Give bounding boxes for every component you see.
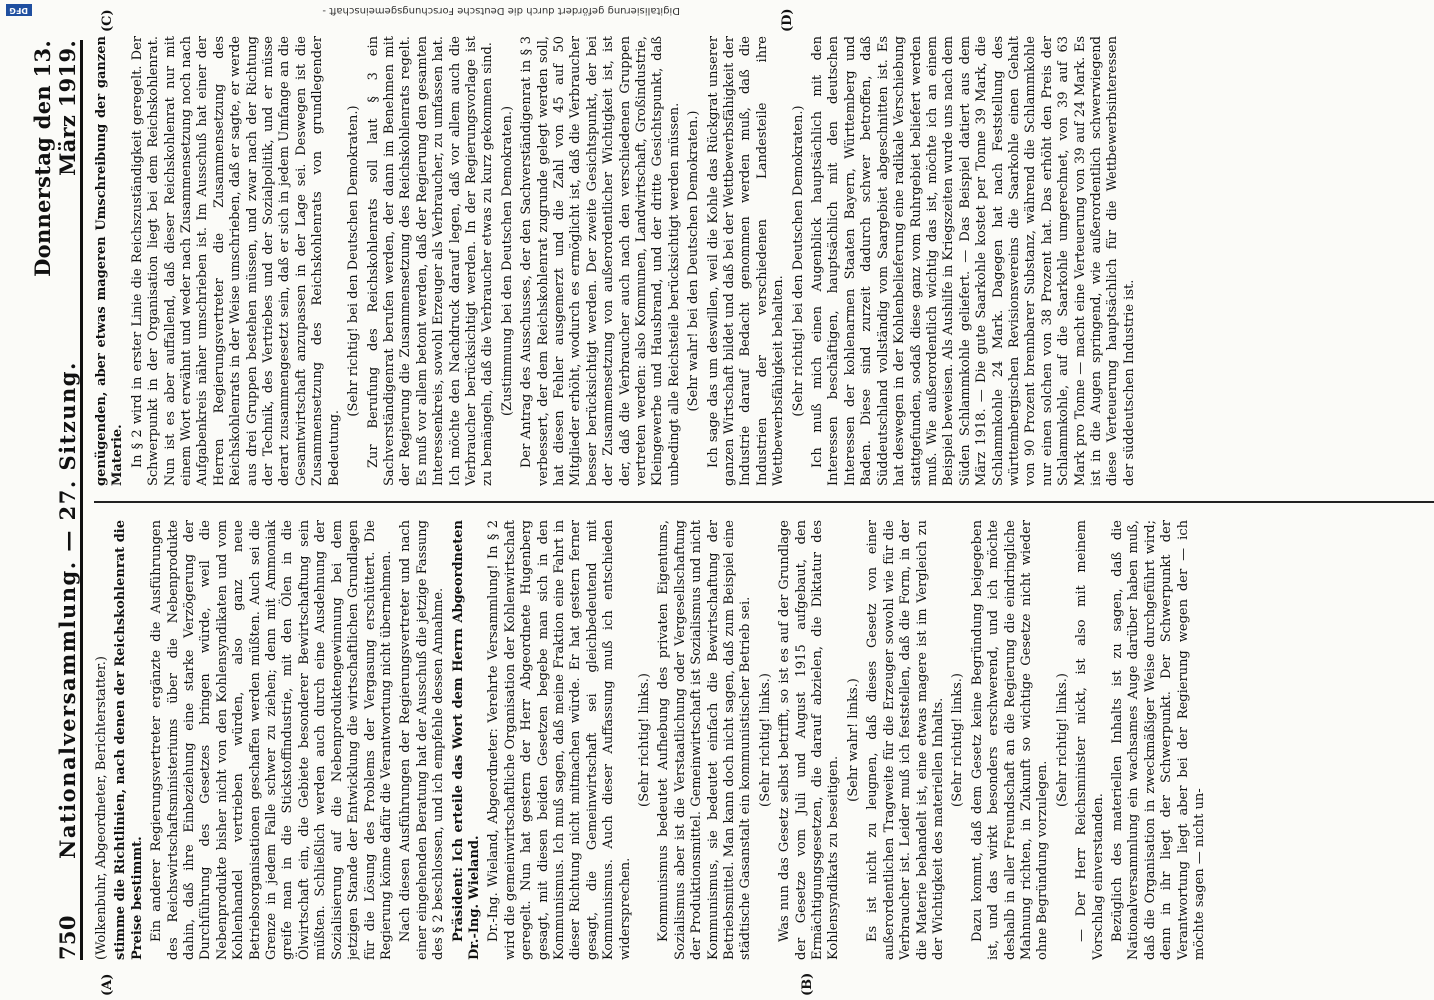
digitization-credit: Digitalisierung gefördert durch die Deutsche Forschungsgemeinschaft - — [322, 5, 680, 16]
margin-marker-b: (B) — [800, 972, 815, 996]
session-title: Nationalversammlung. — 27. Sitzung. — [55, 361, 80, 859]
column-divider — [94, 501, 1434, 503]
interjection: (Sehr richtig! bei den Deutschen Demokraten.) — [346, 105, 362, 417]
paragraph: Ich sage das um deswillen, weil die Kohle das Rückgrat unserer ganzen Wirtschaft bildet und daß bei der Wettbewerbsfähigkeit der Industrie darauf Bedacht genommen werden muß, daß die Industrien der verschiedenen Landesteile ihre Wettbewerbsfähigkeit behalten. — [705, 36, 787, 486]
dfg-logo: DFG — [6, 4, 32, 16]
interjection: (Sehr wahr! links.) — [845, 678, 861, 802]
margin-marker-d: (D) — [780, 8, 795, 32]
right-text-column — [94, 36, 1434, 486]
paragraph: In § 2 wird in erster Linie die Reichszuständigkeit geregelt. Der Schwerpunkt in der Organisation liegt bei dem Reichskohlenrat. Nun ist es aber auffallend, daß dieser Reichskohlenrat nur mit einem Wort erwähnt und weder nach Zusammensetzung noch nach Aufgabenkreis näher umschrieben ist. Im Ausschuß hat einer der Herren Regierungsvertreter die Zusammensetzung des Reichskohlenrats in der Weise umschrieben, daß er sagte, er werde aus drei Gruppen bestehen müssen, und zwar nach der Richtung der Technik, des Vertriebes und der Sozialpolitik, und er müsse derart zusammengesetzt sein, daß er sich in jedem Umfange an die Gesamtwirtschaft anzupassen in der Lage sei. Deswegen ist die Zusammensetzung des Reichskohlenrats von grundlegender Bedeutung. — [129, 36, 342, 486]
paragraph: stimme die Richtlinien, nach denen der Reichskohlenrat die Preise bestimmt. — [113, 520, 145, 960]
paragraph: Kommunismus bedeutet Aufhebung des privaten Eigentums, Sozialismus aber ist die Verstaatlichung oder Vergesellschaftung der Produktionsmittel. Gemeinwirtschaft ist Sozialismus und nicht Kommunismus, sie bedeutet einfach die Bewirtschaftung der Betriebsmittel. Man kann doch nicht sagen, daß zum Beispiel eine städtische Gasanstalt ein kommunistischer Betrieb sei. — [656, 520, 754, 960]
interjection: (Sehr wahr! bei den Deutschen Demokraten.) — [686, 110, 702, 412]
speaker-note: (Wolkenbuhr, Abgeordneter, Berichterstatter.) — [94, 656, 109, 960]
page-number: 750 — [55, 915, 80, 960]
paragraph: Dr.-Ing. Wieland, Abgeordneter: Verehrte Versammlung! In § 2 wird die gemeinwirtschaftliche Organisation der Kohlenwirtschaft geregelt. Nun hat gestern der Herr Abgeordnete Hugenberg gesagt, mit diesen beiden Gesetzen begebe man sich in den Kommunismus. Ich muß sagen, daß meine Fraktion eine Fahrt in dieser Richtung nicht mitmachen würde. Er hat gestern ferner gesagt, die Gemeinwirtschaft sei gleichbedeutend mit Kommunismus. Auch dieser Auffassung muß ich entschieden widersprechen. — [486, 520, 633, 960]
paragraph: Ein anderer Regierungsvertreter ergänzte die Ausführungen des Reichswirtschaftsministeriums über die Nebenprodukte dahin, daß ihre Einbeziehung eine starke Verzögerung der Durchführung des Gesetzes bringen würde, weil die Nebenprodukte bisher nicht von den Kohlensyndikaten und vom Kohlenhandel vertrieben würden, also ganz neue Betriebsorganisationen geschaffen werden müßten. Auch sei die Grenze in jedem Falle schwer zu ziehen; denn mit Ammoniak greife man in die Stickstoffindustrie, mit den Ölen in die Ölwirtschaft ein, die Gebiete besonderer Bewirtschaftung sein müßten. Schließlich werden auch durch eine Ausdehnung der Sozialisierung auf die Nebenproduktengewinnung bei dem jetzigen Stande der Entwicklung die wirtschaftlichen Grundlagen für die Lösung des Problems der Vergasung erschüttert. Die Regierung könne dafür die Verantwortung nicht übernehmen. — [149, 520, 394, 960]
paragraph: Bezüglich des materiellen Inhalts ist zu sagen, daß die Nationalversammlung ein wachsames Auge darüber haben muß, daß die Organisation in zweckmäßiger Weise durchgeführt wird; denn in ihr liegt der Schwerpunkt. Der Schwerpunkt der Verantwortung liegt aber bei der Regierung wegen der — ich möchte sagen — nicht un- — [1109, 520, 1207, 960]
paragraph: genügenden, aber etwas mageren Umschreibung der ganzen Materie. — [94, 36, 126, 486]
interjection: (Sehr richtig! bei den Deutschen Demokraten.) — [790, 105, 806, 417]
paragraph: Was nun das Gesetz selbst betrifft, so ist es auf der Grundlage der Gesetze vom Juli und August 1915 aufgebaut, den Ermächtigungsgesetzen, die darauf abzielen, die Diktatur des Kohlensyndikats zu beseitigen. — [777, 520, 842, 960]
paragraph: Dazu kommt, daß dem Gesetz keine Begründung beigegeben ist, und das wirkt besonders erschwerend, und ich möchte deshalb in aller Freundschaft an die Regierung die eindringliche Mahnung richten, in Zukunft so wichtige Gesetze nicht wieder ohne Begründung vorzulegen. — [969, 520, 1051, 960]
paragraph: Zur Berufung des Reichskohlenrats soll laut § 3 ein Sachverständigenrat berufen werden, der dann im Benehmen mit der Regierung die Zusammensetzung des Reichskohlenrats regelt. Es muß vor allem betont werden, daß der Regierung den gesamten Interessenkreis, sowohl Erzeuger als Verbraucher, zu umfassen hat. Ich möchte den Nachdruck darauf legen, daß vor allem auch die Verbraucher berücksichtigt werden. In der Regierungsvorlage ist zu bemängeln, daß die Verbraucher etwas zu kurz gekommen sind. — [365, 36, 496, 486]
paragraph: Nach diesen Ausführungen der Regierungsvertreter und nach einer eingehenden Beratung hat der Ausschuß die jetzige Fassung des § 2 beschlossen, und ich empfehle dessen Annahme. — [398, 520, 447, 960]
margin-marker-c: (C) — [100, 9, 115, 32]
paragraph: Ich muß mich einen Augenblick hauptsächlich mit den Interessen beschäftigen, hauptsächlich mit den deutschen Interessen der kohlenarmen Staaten Bayern, Württemberg und Baden. Diese sind zurzeit dadurch schwer betroffen, daß Süddeutschland vollständig vom Saargebiet abgeschnitten ist. Es hat deswegen in der Kohlenbelieferung eine radikale Verschiebung stattgefunden, sodaß diese ganz vom Ruhrgebiet beliefert werden muß. Wie außerordentlich wichtig das ist, möchte ich an einem Beispiel beweisen. Als Aushilfe in Kriegszeiten wurde uns nach dem Süden Schlammkohle geliefert. — Das Beispiel datiert aus dem März 1918. — Die gute Saarkohle kostet per Tonne 39 Mark, die Schlammkohle 24 Mark. Dagegen hat nach Feststellung des württembergischen Revisionsvereins die Saarkohle einen Gehalt von 90 Prozent brennbarer Substanz, während die Schlammkohle nur einen solchen von 38 Prozent hat. Das erhöht den Preis der Schlammkohle, auf die Saarkohle umgerechnet, von 39 auf 63 Mark pro Tonne — macht eine Verteuerung von 39 auf 24 Mark. Es ist in die Augen springend, wie außerordentlich schwerwiegend diese Verteuerung hauptsächlich für die Wettbewerbsinteressen der süddeutschen Industrie ist. — [810, 36, 1137, 486]
margin-marker-a: (A) — [100, 973, 115, 996]
interjection: (Sehr richtig! links.) — [950, 673, 966, 807]
paragraph: — Der Herr Reichsminister nickt, ist also mit meinem Vorschlag einverstanden. — [1074, 520, 1106, 960]
interjection: (Sehr richtig! links.) — [637, 673, 652, 807]
left-text-column — [94, 520, 1434, 960]
session-date: Donnerstag den 13. März 1919. — [30, 40, 80, 277]
interjection: (Sehr richtig! links.) — [1054, 673, 1070, 807]
paragraph: Es ist nicht zu leugnen, daß dieses Gesetz von einer außerordentlichen Tragweite für die Erzeuger sowohl wie für die Verbraucher ist. Leider muß ich feststellen, daß die Form, in der die Materie behandelt ist, eine etwas magere ist im Vergleich zu der Wichtigkeit des materiellen Inhalts. — [865, 520, 946, 960]
paragraph: Der Antrag des Ausschusses, der den Sachverständigenrat in § 3 verbessert, der dem Reichskohlenrat zugrunde gelegt werden soll, hat diesen Fehler ausgemerzt und die Zahl von 45 auf 50 Mitglieder erhöht, wodurch es ermöglicht ist, daß die Verbraucher besser berücksichtigt werden. Der zweite Gesichtspunkt, der bei der Zusammensetzung von außerordentlicher Wichtigkeit ist, ist der, daß die Verbraucher auch nach den verschiedenen Gruppen vertreten werden: also Kommunen, Landwirtschaft, Großindustrie, Kleingewerbe und Hausbrand, und der dritte Gesichtspunkt, daß unbedingt alle Reichsteile berücksichtigt werden müssen. — [519, 36, 682, 486]
interjection: (Sehr richtig! links.) — [757, 673, 773, 807]
interjection: (Zustimmung bei den Deutschen Demokraten.) — [499, 105, 515, 417]
page-header — [0, 40, 83, 960]
president-remark: Präsident: Ich erteile das Wort dem Herrn Abgeordneten Dr.-Ing. Wieland. — [450, 520, 482, 960]
